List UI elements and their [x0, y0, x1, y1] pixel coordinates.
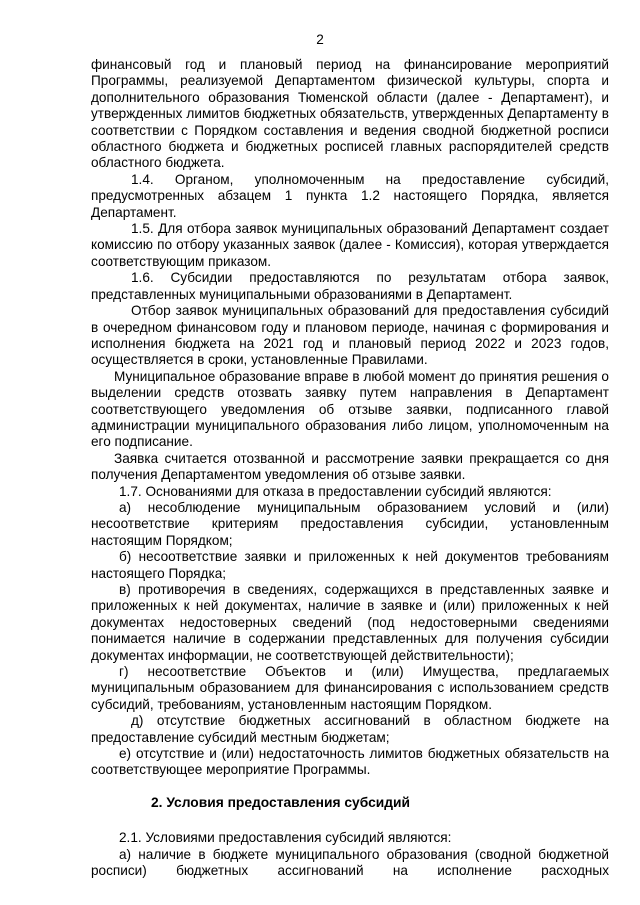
list-item-b: б) несоответствие заявки и приложенных к ней документов требованиям настоящего Порядка;	[91, 549, 609, 581]
paragraph-1-4: 1.4. Органом, уполномоченным на предоставление субсидий, предусмотренных абзацем 1 пункта 1.2 настоящего Порядка, является Департамент.	[91, 171, 609, 220]
page-number: 2	[316, 32, 324, 47]
paragraph-selection-terms: Отбор заявок муниципальных образований для предоставления субсидий в очередном финансовом году и плановом периоде, начиная с формирования и исполнения бюджета на 2021 год и плановый период 2022 и 2023 годов, осуществляется в сроки, установленные Правилами.	[91, 303, 609, 368]
document-body	[91, 57, 609, 880]
paragraph-1-6: 1.6. Субсидии предоставляются по результатам отбора заявок, представленных муниципальными образованиями в Департамент.	[91, 270, 609, 302]
paragraph-budget-limits: финансовый год и плановый период на финансирование мероприятий Программы, реализуемой Департаментом физической культуры, спорта и дополнительного образования Тюменской области (далее - Департамент), и утвержденных лимитов бюджетных обязательств, утвержденных Департаменту в соответствии с Порядком составления и ведения сводной бюджетной росписи областного бюджета и бюджетных росписей главных распорядителей средств областного бюджета.	[91, 57, 609, 171]
list-item-e: е) отсутствие и (или) недостаточность лимитов бюджетных обязательств на соответствующее мероприятие Программы.	[91, 746, 609, 778]
list-item-d: д) отсутствие бюджетных ассигнований в областном бюджете на предоставление субсидий местным бюджетам;	[91, 713, 609, 745]
list-item-g: г) несоответствие Объектов и (или) Имущества, предлагаемых муниципальным образованием для финансирования с использованием средств субсидий, требованиям, установленным настоящим Порядком.	[91, 664, 609, 712]
paragraph-application-withdrawn: Заявка считается отозванной и рассмотрение заявки прекращается со дня получения Департаментом уведомления об отзыве заявки.	[91, 450, 609, 483]
paragraph-2-1: 2.1. Условиями предоставления субсидий являются:	[119, 830, 452, 846]
list-item-v: в) противоречия в сведениях, содержащихся в представленных заявке и приложенных к ней документах, наличие в заявке и (или) приложенных к ней документах недостоверных сведений (под недостоверными сведениями понимается наличие в содержании представленных для получения субсидии документах информации, не соответствующей действительности);	[91, 582, 609, 663]
paragraph-withdraw-application: Муниципальное образование вправе в любой момент до принятия решения о выделении средств отозвать заявку путем направления в Департамент соответствующего уведомления об отзыве заявки, подписанного главой администрации муниципального образования либо лицом, уполномоченным на его подписание.	[91, 368, 609, 450]
section-heading: 2. Условия предоставления субсидий	[151, 794, 410, 810]
paragraph-1-7: 1.7. Основаниями для отказа в предоставлении субсидий являются:	[119, 483, 552, 499]
list-item-a: а) несоблюдение муниципальным образованием условий и (или) несоответствие критериям предоставления субсидии, установленным настоящим Порядком;	[91, 499, 609, 548]
paragraph-1-5: 1.5. Для отбора заявок муниципальных образований Департамент создает комиссию по отбору указанных заявок (далее - Комиссия), которая утверждается соответствующим приказом.	[91, 221, 609, 269]
list-item-2-1-a: а) наличие в бюджете муниципального образования (сводной бюджетной росписи) бюджетных ассигнований на исполнение расходных	[91, 846, 609, 879]
